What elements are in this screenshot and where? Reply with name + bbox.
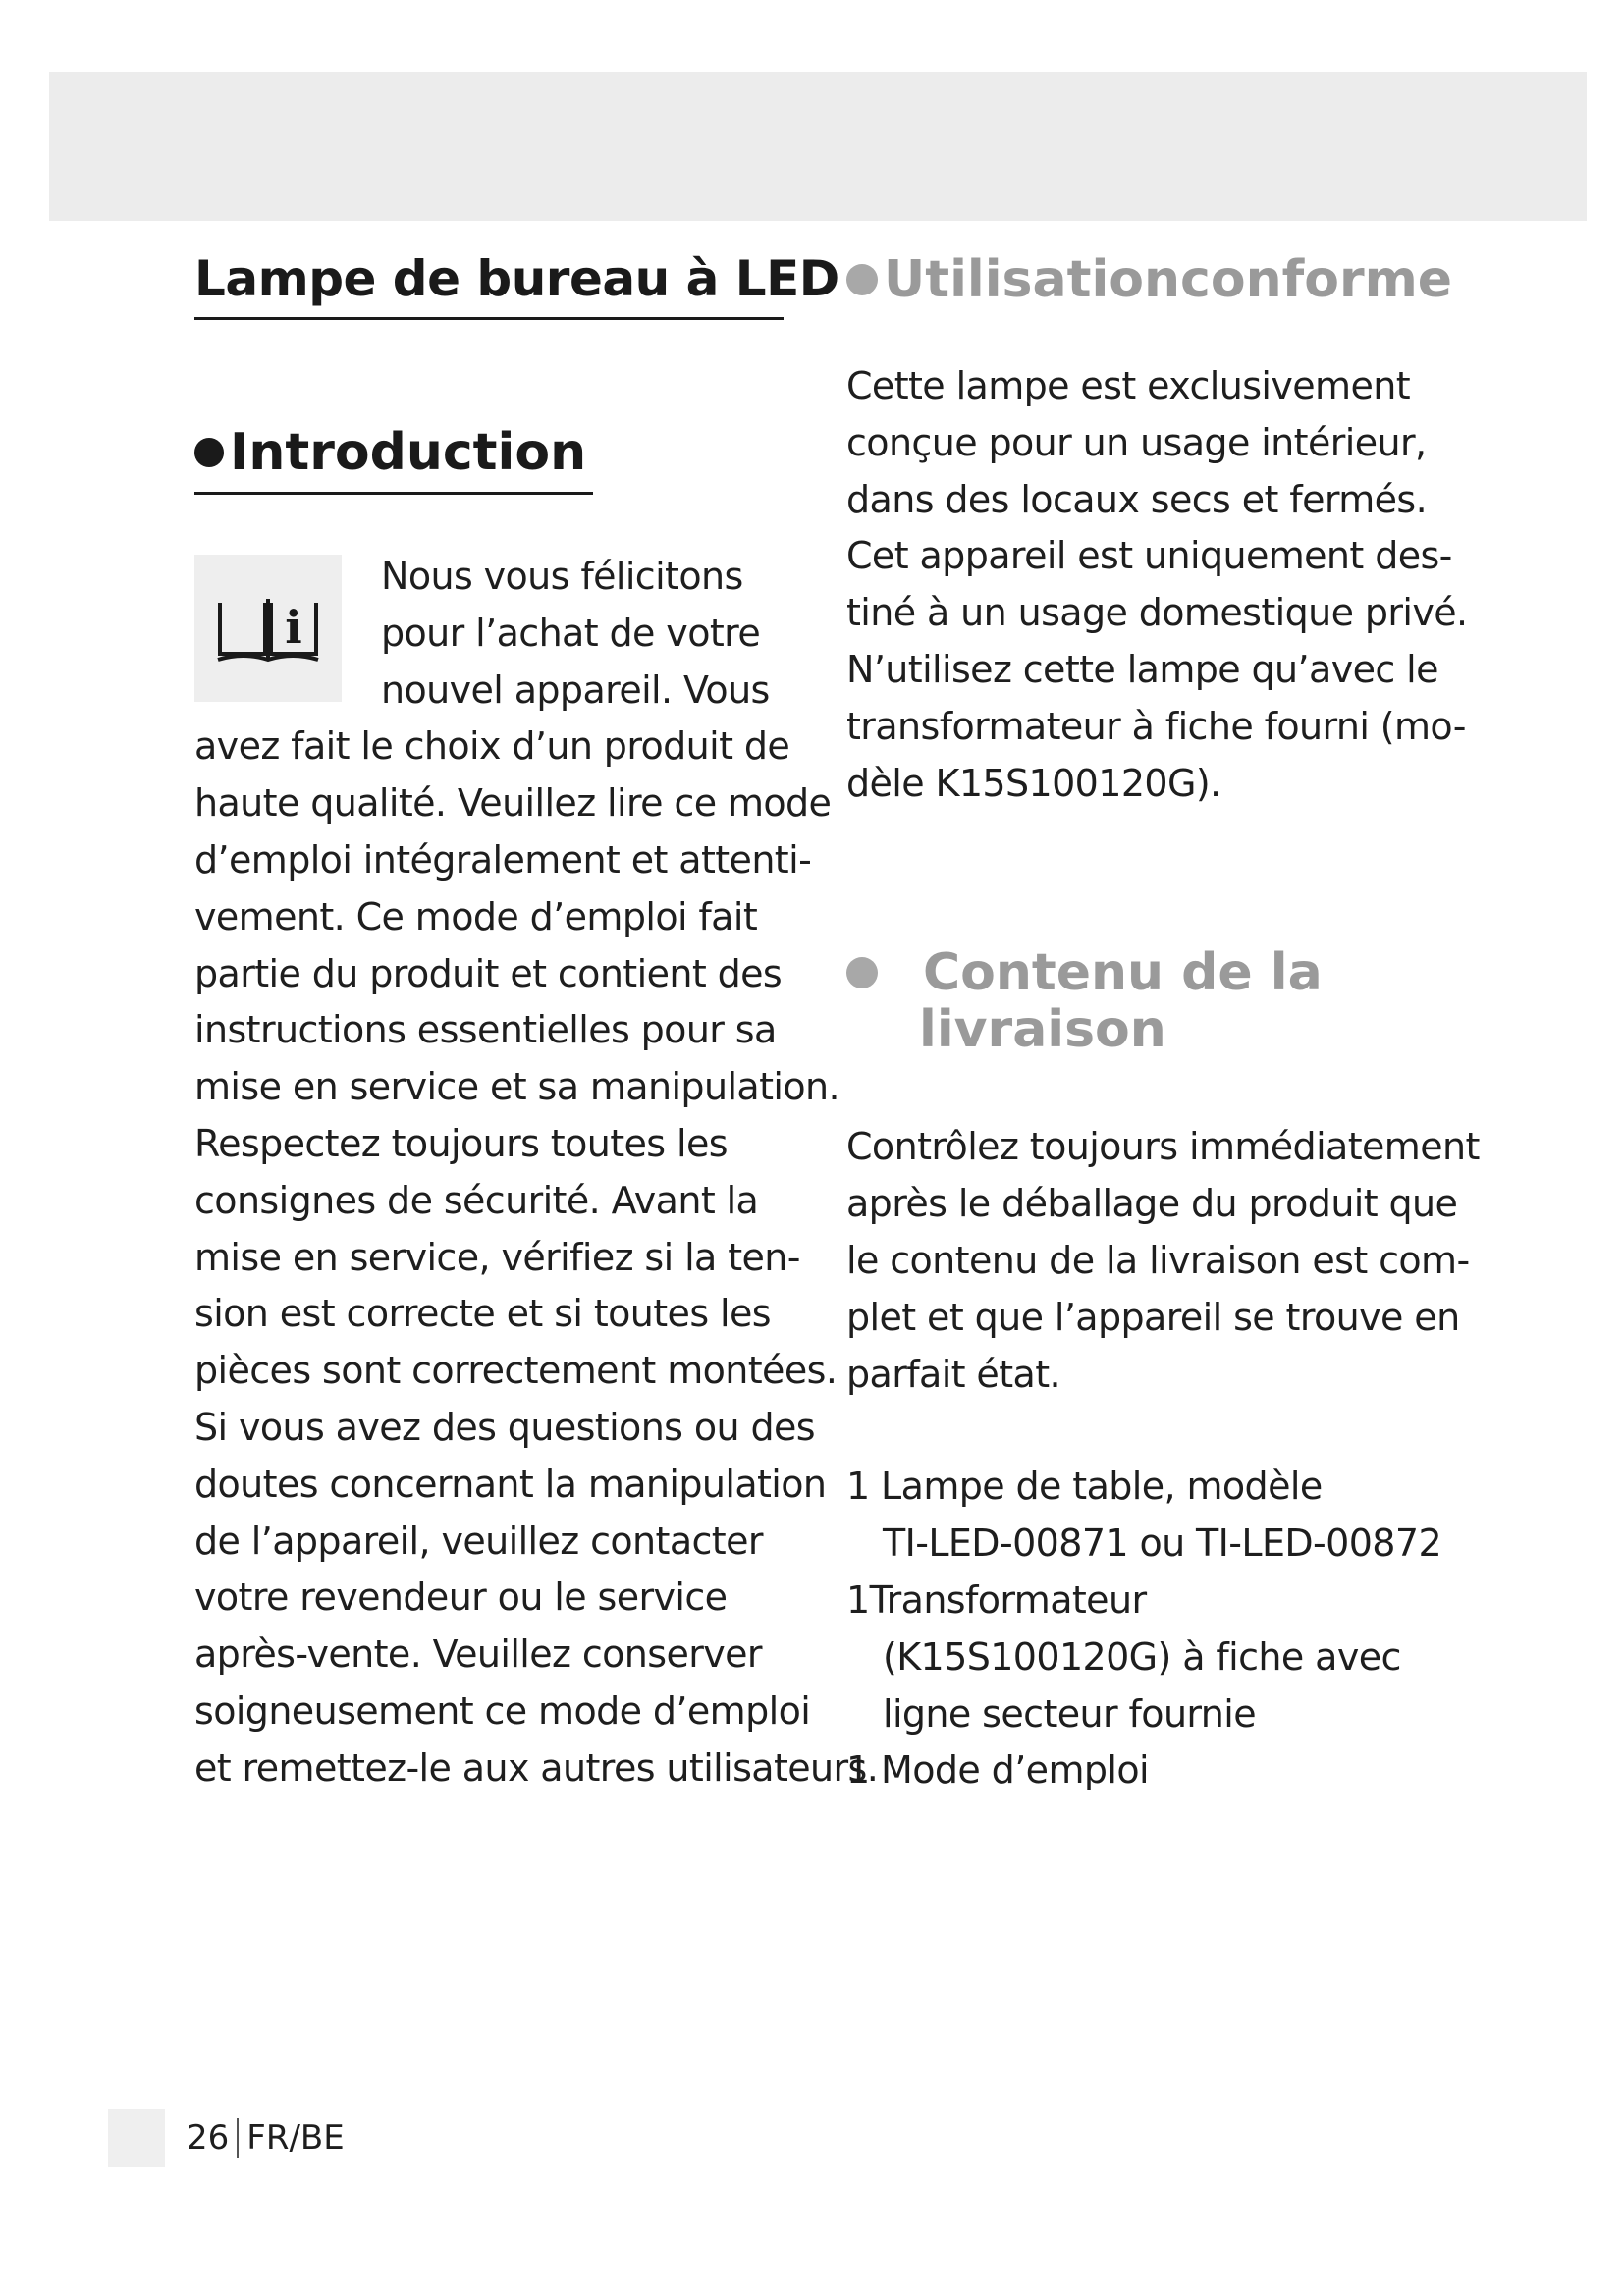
list-item-continuation: TI-LED-00871 ou TI-LED-00872 [883,1522,1442,1566]
utilisation-heading [846,250,1455,309]
utilisation-line: dèle K15S100120G). [846,761,1221,805]
intro-line: partie du produit et contient des [194,951,783,995]
utilisation-line: conçue pour un usage intérieur, [846,420,1427,464]
intro-line: soigneusement ce mode d’emploi [194,1688,811,1733]
left-column [194,250,879,1797]
list-item-first-line: 1 Lampe de table, modèle [846,1465,1323,1509]
contenu-line: le contenu de la livraison est com- [846,1238,1470,1282]
language-code: FR/BE [246,2118,345,2158]
heading-bullet-icon [846,957,878,988]
intro-line: et remettez-le aux autres utilisateurs. [194,1745,879,1789]
intro-line: vement. Ce mode d’emploi fait [194,894,758,938]
intro-line: mise en service, vérifiez si la ten- [194,1235,800,1279]
header-band [49,72,1587,221]
delivery-contents-list [846,1459,1455,1799]
intro-line: d’emploi intégralement et attenti- [194,837,812,881]
intro-line: sion est correcte et si toutes les [194,1292,771,1336]
contenu-heading [846,944,1455,1058]
intro-line: consignes de sécurité. Avant la [194,1178,759,1222]
contenu-line: plet et que l’appareil se trouve en [846,1295,1460,1339]
heading-bullet-icon [846,264,878,295]
intro-line: de l’appareil, veuillez contacter [194,1519,763,1563]
right-column [846,250,1480,1799]
utilisation-line: Cette lampe est exclusivement [846,364,1411,407]
list-item-continuation: (K15S100120G) à fiche avec [883,1634,1401,1679]
intro-line: Si vous avez des questions ou des [194,1405,815,1449]
contenu-line: après le déballage du produit que [846,1182,1458,1226]
contenu-line: parfait état. [846,1352,1060,1396]
intro-line: votre revendeur ou le service [194,1575,728,1620]
utilisation-line: N’utilisez cette lampe qu’avec le [846,647,1438,691]
intro-line: instructions essentielles pour sa [194,1008,777,1052]
open-book-icon [214,589,322,667]
contenu-heading-line2: livraison [919,1000,1166,1060]
intro-line: Nous vous félicitons [381,555,743,598]
intro-line: avez fait le choix d’un produit de [194,724,790,769]
introduction-text [194,549,879,1797]
page-footer [108,2109,345,2167]
intro-line: doutes concernant la manipulation [194,1462,827,1506]
intro-line: après-vente. Veuillez conserver [194,1632,762,1677]
utilisation-line: transformateur à fiche fourni (mo- [846,704,1466,748]
intro-line: Respectez toujours toutes les [194,1121,728,1165]
utilisation-heading-text: Utilisationconforme [884,250,1453,309]
contenu-line: Contrôlez toujours immédiatement [846,1125,1480,1169]
list-item [846,1459,1455,1573]
page-number: 26 [187,2118,230,2158]
utilisation-text [846,358,1468,812]
contenu-heading-line1: Contenu de la [923,943,1323,1003]
introduction-heading-text: Introduction [230,423,587,482]
utilisation-line: tiné à un usage domestique privé. [846,591,1468,635]
utilisation-line: dans des locaux secs et fermés. [846,477,1428,521]
list-item-first-line: 1 Mode d’emploi [846,1748,1149,1792]
intro-line: haute qualité. Veuillez lire ce mode [194,781,832,826]
list-item-first-line: 1Transformateur [846,1577,1147,1622]
heading-bullet-icon [194,438,224,467]
list-item-continuation: ligne secteur fournie [883,1691,1256,1735]
footer-marker [108,2109,165,2167]
footer-divider [237,2118,239,2158]
contenu-text [846,1119,1480,1403]
document-title: Lampe de bureau à LED [194,250,784,320]
intro-line: pour l’achat de votre [381,611,761,655]
list-item [846,1742,1455,1799]
info-book-icon [194,555,342,702]
introduction-heading [194,423,593,495]
info-letter: i [285,601,302,654]
utilisation-line: Cet appareil est uniquement des- [846,534,1452,578]
intro-line: pièces sont correctement montées. [194,1349,838,1393]
list-item [846,1573,1455,1742]
intro-line: nouvel appareil. Vous [381,667,770,712]
intro-line: mise en service et sa manipulation. [194,1065,839,1109]
